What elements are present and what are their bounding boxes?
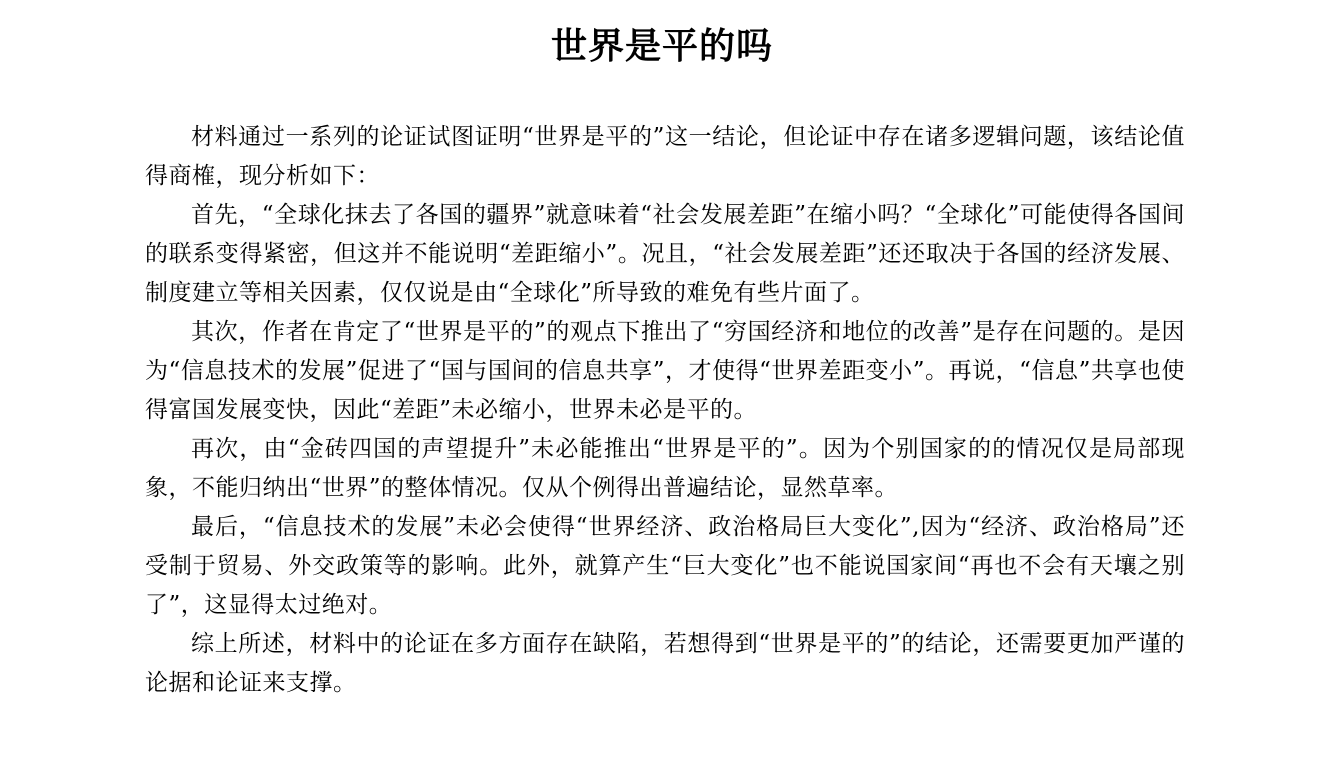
document-title: 世界是平的吗 — [550, 25, 773, 67]
paragraph-second: 其次，作者在肯定了“世界是平的”的观点下推出了“穷国经济和地位的改善”是存在问题的。是因为“信息技术的发展”促进了“国与国间的信息共享”，才使得“世界差距变小”。再说，“信息”共享也使得富国发展变快，因此“差距”未必缩小，世界未必是平的。 — [145, 319, 1185, 423]
paragraph-third: 再次，由“金砖四国的声望提升”未必能推出“世界是平的”。因为个别国家的的情况仅是局部现象，不能归纳出“世界”的整体情况。仅从个例得出普遍结论，显然草率。 — [145, 436, 1185, 501]
paragraph-conclusion: 综上所述，材料中的论证在多方面存在缺陷，若想得到“世界是平的”的结论，还需要更加严谨的论据和论证来支撑。 — [145, 631, 1185, 696]
paragraph-first: 首先，“全球化抹去了各国的疆界”就意味着“社会发展差距”在缩小吗？“全球化”可能使得各国间的联系变得紧密，但这并不能说明“差距缩小”。况且，“社会发展差距”还还取决于各国的经济发展、制度建立等相关因素，仅仅说是由“全球化”所导致的难免有些片面了。 — [145, 202, 1185, 306]
paragraph-intro: 材料通过一系列的论证试图证明“世界是平的”这一结论，但论证中存在诸多逻辑问题，该结论值得商榷，现分析如下： — [145, 124, 1185, 189]
paragraph-fourth: 最后，“信息技术的发展”未必会使得“世界经济、政治格局巨大变化”,因为“经济、政治格局”还受制于贸易、外交政策等的影响。此外，就算产生“巨大变化”也不能说国家间“再也不会有天壤之别了”，这显得太过绝对。 — [145, 514, 1185, 618]
document-body — [145, 118, 1185, 703]
